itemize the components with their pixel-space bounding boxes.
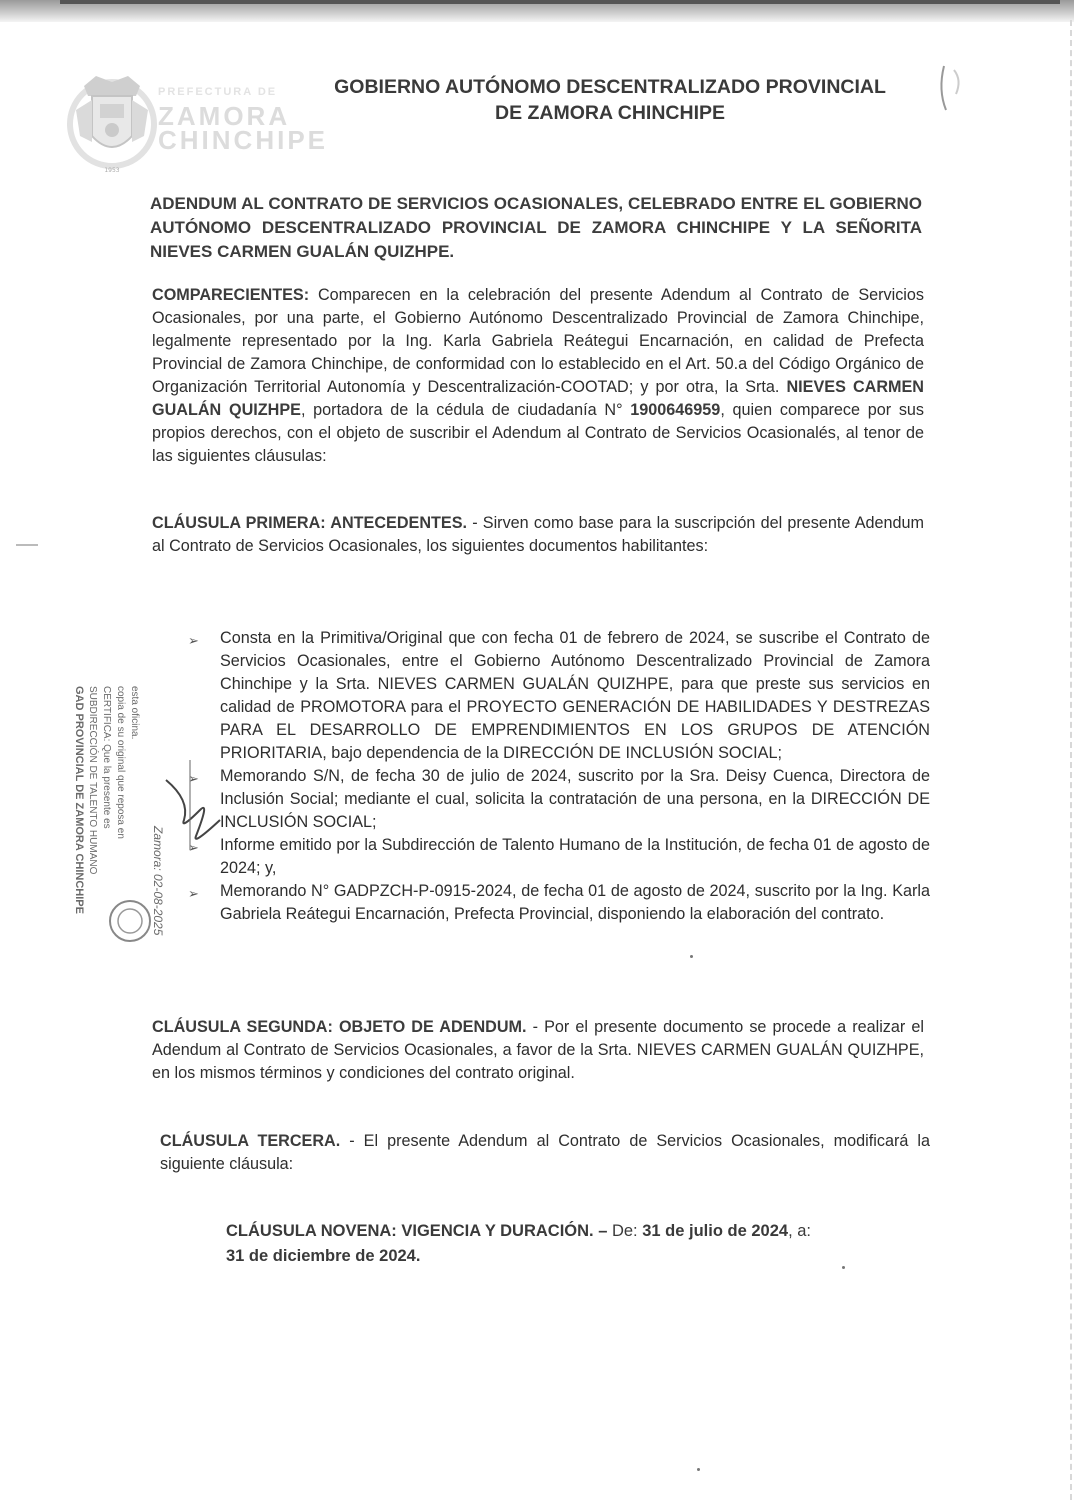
arrow-bullet-icon: ➢ xyxy=(188,840,199,855)
comparecientes-text-2: , portadora de la cédula de ciudadanía N° xyxy=(300,401,631,419)
scan-speck xyxy=(690,955,693,958)
scan-right-edge xyxy=(1066,20,1072,1500)
id-number: 1900646959 xyxy=(630,401,721,419)
arrow-bullet-icon: ➢ xyxy=(188,771,199,786)
clausula-novena-a: , a: xyxy=(788,1222,811,1240)
arrow-bullet-icon: ➢ xyxy=(188,633,199,648)
vigencia-start: 31 de julio de 2024 xyxy=(642,1222,789,1240)
clausula-tercera-label: CLÁUSULA TERCERA. xyxy=(160,1132,341,1150)
comparecientes-paragraph xyxy=(152,284,924,468)
antecedente-3: Informe emitido por la Subdirección de Talento Humano de la Institución, de fecha 01 de agosto de 2024; y, xyxy=(220,836,930,877)
employee-name: NIEVES CARMEN GUALÁN QUIZHPE xyxy=(152,378,924,419)
coat-of-arms-icon xyxy=(66,66,158,176)
document-title: ADENDUM AL CONTRATO DE SERVICIOS OCASIONALES, CELEBRADO ENTRE EL GOBIERNO AUTÓNOMO DESCENTRALIZADO PROVINCIAL DE ZAMORA CHINCHIPE Y LA SEÑORITA NIEVES CARMEN GUALÁN QUIZHPE. xyxy=(150,194,922,261)
stamp-line-4: copia de su original que reposa en xyxy=(115,686,126,839)
arrow-bullet-icon: ➢ xyxy=(188,886,199,901)
svg-text:1953: 1953 xyxy=(104,167,120,174)
clausula-novena-de: De: xyxy=(607,1222,643,1240)
antecedente-4: Memorando N° GADPZCH-P-0915-2024, de fecha 01 de agosto de 2024, suscrito por la Ing. Karla Gabriela Reátegui Encarnación, Prefecta Provincial, disponiendo la elaboración del contrato. xyxy=(220,882,930,923)
comparecientes-label: COMPARECIENTES: xyxy=(152,286,310,304)
stamp-line-5: esta oficina. xyxy=(129,686,140,740)
clausula-segunda-paragraph xyxy=(152,1016,924,1085)
header-line-1: GOBIERNO AUTÓNOMO DESCENTRALIZADO PROVINCIAL xyxy=(334,76,886,98)
list-item xyxy=(188,765,930,834)
clausula-novena xyxy=(226,1219,934,1269)
list-item xyxy=(188,627,930,765)
certification-stamp xyxy=(30,676,180,966)
clausula-primera-paragraph xyxy=(152,512,924,558)
signature xyxy=(160,760,230,850)
watermark-zamora: ZAMORA xyxy=(158,101,291,131)
scan-speck xyxy=(697,1468,700,1471)
header-title xyxy=(290,74,930,126)
comparecientes-text-3: , quien comparece por sus propios derechos, con el objeto de suscribir el Adendum al Contrato de Servicios Ocasionalés, al tenor de las siguientes cláusulas: xyxy=(152,401,925,465)
clausula-novena-label: CLÁUSULA NOVENA: VIGENCIA Y DURACIÓN. – xyxy=(226,1222,608,1240)
header-line-2: DE ZAMORA CHINCHIPE xyxy=(494,102,726,124)
clausula-segunda-text: - Por el presente documento se procede a realizar el Adendum al Contrato de Servicios Ocasionales, a favor de la Srta. NIEVES CARMEN GUALÁN QUIZHPE, en los mismos términos y condiciones del contrato original. xyxy=(152,1018,924,1082)
antecedentes-list xyxy=(188,627,930,926)
antecedente-2: Memorando S/N, de fecha 30 de julio de 2024, suscrito por la Sra. Deisy Cuenca, Directora de Inclusión Social; mediante el cual, solicita la contratación de una persona, en la DIRECCIÓN DE INCLUSIÓN SOCIAL; xyxy=(220,767,930,831)
stamp-line-1: GAD PROVINCIAL DE ZAMORA CHINCHIPE xyxy=(73,686,85,914)
corner-mark-icon xyxy=(934,60,974,120)
clausula-tercera-paragraph xyxy=(160,1130,930,1176)
antecedente-1: Consta en la Primitiva/Original que con fecha 01 de febrero de 2024, se suscribe el Contrato de Servicios Ocasionales, entre el Gobierno Autónomo Descentralizado Provincial de Zamora Chinchipe y la Srta. NIEVES CARMEN GUALÁN QUIZHPE, para que preste sus servicios en calidad de PROMOTORA para el PROYECTO GENERACIÓN DE HABILIDADES Y DESTREZAS PARA EL DESARROLLO DE EMPRENDIMIENTOS EN LOS GRUPOS DE ATENCIÓN PRIORITARIA, bajo dependencia de la DIRECCIÓN DE INCLUSIÓN SOCIAL; xyxy=(220,629,930,762)
watermark-chinchipe: CHINCHIPE xyxy=(158,125,329,155)
vigencia-end: 31 de diciembre de 2024. xyxy=(226,1247,421,1265)
scan-top-shadow xyxy=(60,0,1060,4)
stamp-line-6: Zamora: 02-08-2025 xyxy=(151,826,165,936)
clausula-primera-label: CLÁUSULA PRIMERA: ANTECEDENTES. xyxy=(152,514,467,532)
list-item xyxy=(188,880,930,926)
stamp-line-2: SUBDIRECCIÓN DE TALENTO HUMANO xyxy=(87,686,98,875)
clausula-primera-text: - Sirven como base para la suscripción del presente Adendum al Contrato de Servicios Ocasionales, los siguientes documentos habilitantes: xyxy=(152,514,924,555)
clausula-segunda-label: CLÁUSULA SEGUNDA: OBJETO DE ADENDUM. xyxy=(152,1018,527,1036)
comparecientes-text-1: Comparecen en la celebración del presente Adendum al Contrato de Servicios Ocasionales, por una parte, el Gobierno Autónomo Descentralizado Provincial de Zamora Chinchipe, legalmente representado por la Ing. Karla Gabriela Reátegui Encarnación, en calidad de Prefecta Provincial de Zamora Chinchipe, de conformidad con lo establecido en el Art. 50.a del Código Orgánico de Organización Territorial Autonomía y Descentralización-COOTAD; y por otra, la Srta. xyxy=(152,286,924,396)
watermark-small-text: PREFECTURA DE xyxy=(158,86,278,98)
scan-mark xyxy=(16,544,38,546)
stamp-line-3: CERTIFICA: Que la presente es xyxy=(101,686,112,829)
clausula-tercera-text: - El presente Adendum al Contrato de Servicios Ocasionales, modificará la siguiente cláusula: xyxy=(160,1132,930,1173)
scan-speck xyxy=(842,1266,845,1269)
list-item xyxy=(188,834,930,880)
